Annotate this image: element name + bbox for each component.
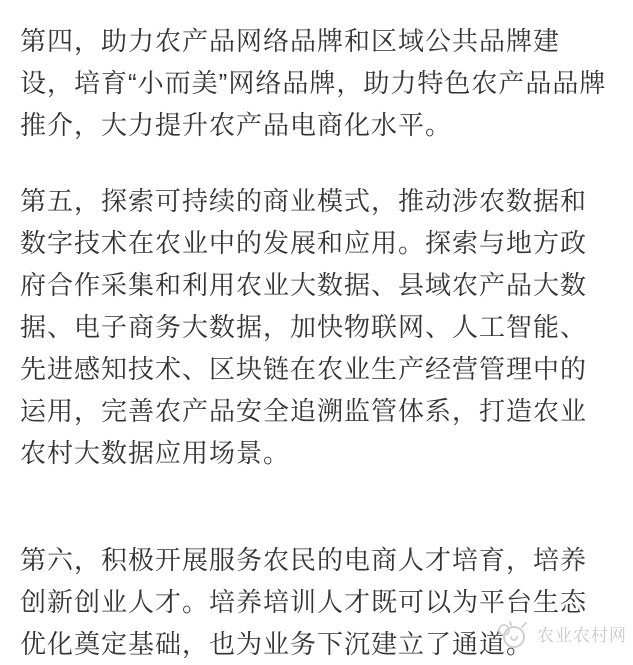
megaphone-logo-icon [495,619,531,651]
article-body [20,20,613,665]
paragraph-4: 第四，助力农产品网络品牌和区域公共品牌建设，培育“小而美”网络品牌，助力特色农产品品牌推介，大力提升农产品电商化水平。 [20,26,607,140]
watermark-label: 农业农村网 [537,625,627,645]
paragraph-5: 第五，探索可持续的商业模式，推动涉农数据和数字技术在农业中的发展和应用。探索与地方政府合作采集和利用农业大数据、县域农产品大数据、电子商务大数据，加快物联网、人工智能、先进感知技术、区块链在农业生产经营管理中的运用，完善农产品安全追溯监管体系，打造农业农村大数据应用场景。 [20,186,588,468]
paragraph-6: 第六，积极开展服务农民的电商人才培育，培养创新创业人才。培养培训人才既可以为平台生态优化奠定基础，也为业务下沉建立了通道。 [20,545,588,659]
watermark [495,619,627,651]
